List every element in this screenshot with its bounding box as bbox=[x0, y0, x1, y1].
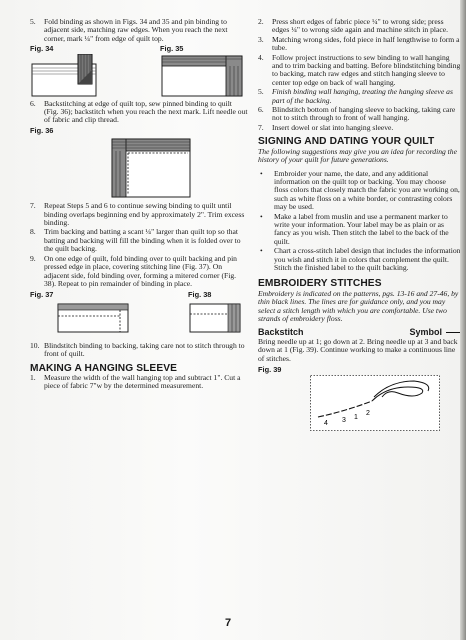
backstitch-symbol: Symbol bbox=[409, 328, 462, 336]
fig34-label: Fig. 34 bbox=[30, 44, 54, 54]
fig34 bbox=[30, 45, 106, 97]
step-item bbox=[258, 54, 462, 88]
bullet-item bbox=[258, 213, 462, 247]
hanging-sleeve-heading: MAKING A HANGING SLEEVE bbox=[30, 362, 178, 374]
step-number: 6. bbox=[258, 105, 264, 115]
backstitch-header bbox=[258, 328, 462, 336]
fig35-illustration bbox=[160, 54, 248, 98]
step-text: Repeat Steps 5 and 6 to continue sewing binding to quilt until binding overlaps beginning end by approximately 2". Trim excess binding. bbox=[44, 201, 245, 228]
step-item bbox=[30, 228, 248, 253]
fig35 bbox=[160, 45, 248, 97]
fig36 bbox=[30, 127, 248, 199]
fig38-illustration bbox=[188, 300, 248, 336]
fig39-num: 2 bbox=[366, 410, 370, 418]
step-item bbox=[258, 124, 462, 132]
bullet-text: Embroider your name, the date, and any additional information on the quilt top or backing. You may choose floss colors that closely match the fabric you are working on, such as white floss on a white border, or contrasting colors may be used. bbox=[274, 168, 460, 212]
bullet-icon: • bbox=[260, 211, 263, 221]
step-text: Press short edges of fabric piece ¼" to wrong side; press edges ¼" to wrong side again and machine stitch in place. bbox=[272, 17, 449, 35]
signing-bullets bbox=[258, 170, 462, 273]
bullet-icon: • bbox=[260, 168, 263, 178]
bullet-text: Make a label from muslin and use a permanent marker to write your information. Your label may be as plain or as fancy as you wish. Then stitch the label to the back of the quilt. bbox=[274, 211, 449, 246]
fig39-num: 1 bbox=[354, 414, 358, 422]
step-text: Trim backing and batting a scant ¼" larger than quilt top so that batting and backing will fill the binding when it is folded over to the quilt backing. bbox=[44, 227, 241, 254]
step-text: Blindstitch bottom of hanging sleeve to backing, taking care not to stitch through to front of wall hanging. bbox=[272, 105, 456, 123]
step-item bbox=[30, 374, 248, 391]
fig37-illustration bbox=[30, 300, 130, 336]
sleeve-steps-a bbox=[30, 374, 248, 391]
fig34-illustration bbox=[30, 54, 106, 98]
backstitch-text: Bring needle up at 1; go down at 2. Bring needle up at 3 and back down at 1 (Fig. 39). Continue working to make a continuous line of stitches. bbox=[258, 336, 458, 363]
signing-heading: SIGNING AND DATING YOUR QUILT bbox=[258, 136, 435, 148]
right-column bbox=[258, 18, 462, 431]
bullet-item bbox=[258, 247, 462, 272]
left-column bbox=[30, 18, 248, 392]
fig37 bbox=[30, 291, 130, 335]
sleeve-steps-b bbox=[258, 18, 462, 132]
step-item bbox=[258, 88, 462, 105]
signing-intro: The following suggestions may give you an idea for recording the history of your quilt for future generations. bbox=[258, 146, 457, 165]
binding-steps-a bbox=[30, 18, 248, 43]
fig37-label: Fig. 37 bbox=[30, 290, 54, 300]
page-number: 7 bbox=[225, 617, 232, 629]
scan-edge bbox=[460, 0, 466, 640]
step-number: 5. bbox=[258, 87, 264, 97]
fig39-illustration bbox=[310, 375, 440, 431]
fig37-38-row bbox=[30, 291, 248, 335]
fig38 bbox=[188, 291, 248, 335]
step-item bbox=[30, 202, 248, 227]
step-number: 4. bbox=[258, 52, 264, 62]
bullet-icon: • bbox=[260, 246, 263, 256]
step-item bbox=[30, 100, 248, 125]
step-text: Follow project instructions to sew binding to wall hanging and to trim backing and batting. Before blindstitching binding to backing, match raw edges and stitch hanging sleeve to center top edge on back of wall hanging. bbox=[272, 52, 461, 87]
step-text: Insert dowel or slat into hanging sleeve. bbox=[272, 122, 394, 132]
binding-steps-b bbox=[30, 100, 248, 125]
step-item bbox=[258, 18, 462, 35]
step-number: 2. bbox=[258, 17, 264, 26]
fig36-label: Fig. 36 bbox=[30, 125, 54, 135]
step-text: On one edge of quilt, fold binding over to quilt backing and pin pressed edge in place, covering stitching line (Fig. 37). On adjacent side, fold binding over, forming a mitered corner (Fig. 38). Repeat to pin remainder of binding in place. bbox=[44, 253, 237, 288]
fig35-label: Fig. 35 bbox=[160, 44, 184, 54]
step-text: Finish binding wall hanging, treating the hanging sleeve as part of the backing. bbox=[272, 87, 453, 105]
step-item bbox=[30, 255, 248, 289]
step-number: 7. bbox=[30, 201, 36, 211]
step-number: 5. bbox=[30, 17, 36, 26]
step-text: Measure the width of the wall hanging top and subtract 1". Cut a piece of fabric 7"w by the determined measurement. bbox=[44, 372, 241, 391]
step-number: 10. bbox=[30, 340, 40, 350]
fig39-label: Fig. 39 bbox=[258, 365, 282, 375]
step-text: Fold binding as shown in Figs. 34 and 35 and pin binding to adjacent side, matching raw edges. When you reach the next corner, mark ¼" from edge of quilt top. bbox=[44, 17, 228, 43]
step-number: 6. bbox=[30, 98, 36, 108]
step-item bbox=[258, 106, 462, 123]
bullet-text: Chart a cross-stitch label design that includes the information you wish and stitch it in colors that complement the quilt. Stitch the finished label to the quilt backing. bbox=[274, 246, 461, 272]
backstitch-name: Backstitch bbox=[258, 327, 304, 338]
binding-steps-d bbox=[30, 342, 248, 359]
step-number: 1. bbox=[30, 372, 36, 382]
step-text: Backstitching at edge of quilt top, sew pinned binding to quilt (Fig. 36); backstitch when you reach the next mark. Lift needle out of fabric and clip thread. bbox=[44, 98, 248, 125]
step-number: 8. bbox=[30, 227, 36, 237]
bullet-item bbox=[258, 170, 462, 212]
fig39-num: 4 bbox=[324, 420, 328, 428]
step-number: 3. bbox=[258, 34, 264, 44]
step-item bbox=[30, 342, 248, 359]
embroidery-intro: Embroidery is indicated on the patterns, pgs. 13-16 and 27-46, by thin black lines. The lines are for guidance only, and you may select a stitch length with which you are comfortable. Use two strands of embroidery floss. bbox=[258, 288, 459, 323]
binding-steps-c bbox=[30, 202, 248, 288]
step-item bbox=[30, 18, 248, 43]
embroidery-heading: EMBROIDERY STITCHES bbox=[258, 278, 382, 290]
step-number: 9. bbox=[30, 253, 36, 263]
step-text: Blindstitch binding to backing, taking care not to stitch through to front of quilt. bbox=[44, 340, 245, 359]
step-number: 7. bbox=[258, 122, 264, 132]
fig39-num: 3 bbox=[342, 417, 346, 425]
step-item bbox=[258, 36, 462, 53]
fig36-illustration bbox=[102, 135, 192, 199]
fig34-35-row bbox=[30, 45, 248, 97]
fig38-label: Fig. 38 bbox=[188, 290, 212, 300]
step-text: Matching wrong sides, fold piece in half lengthwise to form a tube. bbox=[272, 34, 460, 53]
